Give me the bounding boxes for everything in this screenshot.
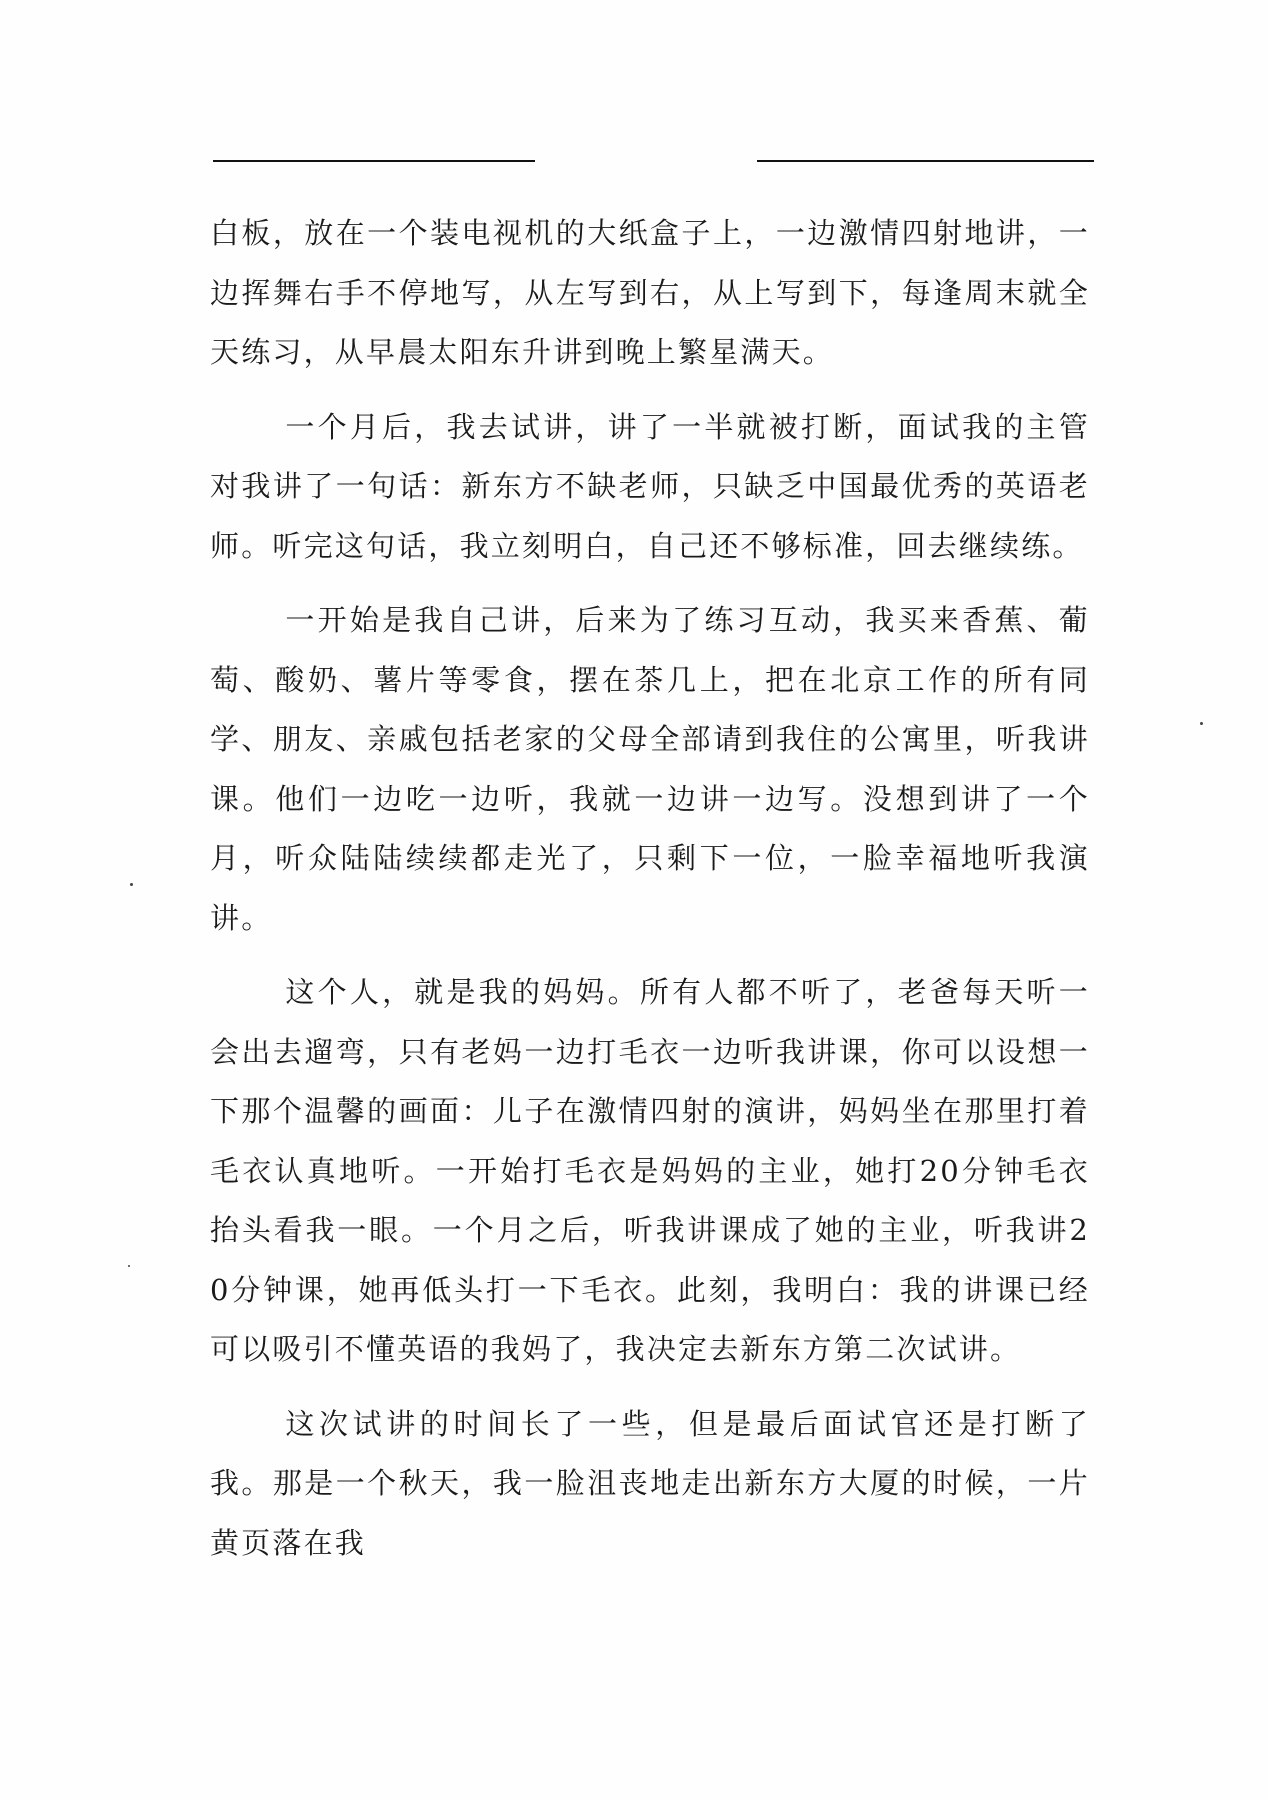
header-rule-left [213, 160, 535, 162]
paragraph-3: 一开始是我自己讲，后来为了练习互动，我买来香蕉、葡萄、酸奶、薯片等零食，摆在茶几上，把在北京工作的所有同学、朋友、亲戚包括老家的父母全部请到我住的公寓里，听我讲课。他们一边吃一边听，我就一边讲一边写。没想到讲了一个月，听众陆陆续续都走光了，只剩下一位，一脸幸福地听我演讲。 [210, 603, 1090, 935]
paragraph-5: 这次试讲的时间长了一些，但是最后面试官还是打断了我。那是一个秋天，我一脸沮丧地走出新东方大厦的时候，一片黄页落在我 [210, 1406, 1090, 1560]
body-text [210, 204, 1090, 1573]
paragraph-4: 这个人，就是我的妈妈。所有人都不听了，老爸每天听一会出去遛弯，只有老妈一边打毛衣一边听我讲课，你可以设想一下那个温馨的画面：儿子在激情四射的演讲，妈妈坐在那里打着毛衣认真地听。一开始打毛衣是妈妈的主业，她打20分钟毛衣抬头看我一眼。一个月之后，听我讲课成了她的主业，听我讲20分钟课，她再低头打一下毛衣。此刻，我明白：我的讲课已经可以吸引不懂英语的我妈了，我决定去新东方第二次试讲。 [210, 975, 1090, 1366]
paragraph-1: 白板，放在一个装电视机的大纸盒子上，一边激情四射地讲，一边挥舞右手不停地写，从左写到右，从上写到下，每逢周末就全天练习，从早晨太阳东升讲到晚上繁星满天。 [210, 216, 1090, 369]
scan-speck [130, 883, 133, 886]
scan-speck [1200, 722, 1203, 725]
scan-speck [128, 1265, 130, 1267]
header-rule-right [757, 160, 1094, 162]
paragraph-2: 一个月后，我去试讲，讲了一半就被打断，面试我的主管对我讲了一句话：新东方不缺老师，只缺乏中国最优秀的英语老师。听完这句话，我立刻明白，自己还不够标准，回去继续练。 [210, 409, 1090, 563]
